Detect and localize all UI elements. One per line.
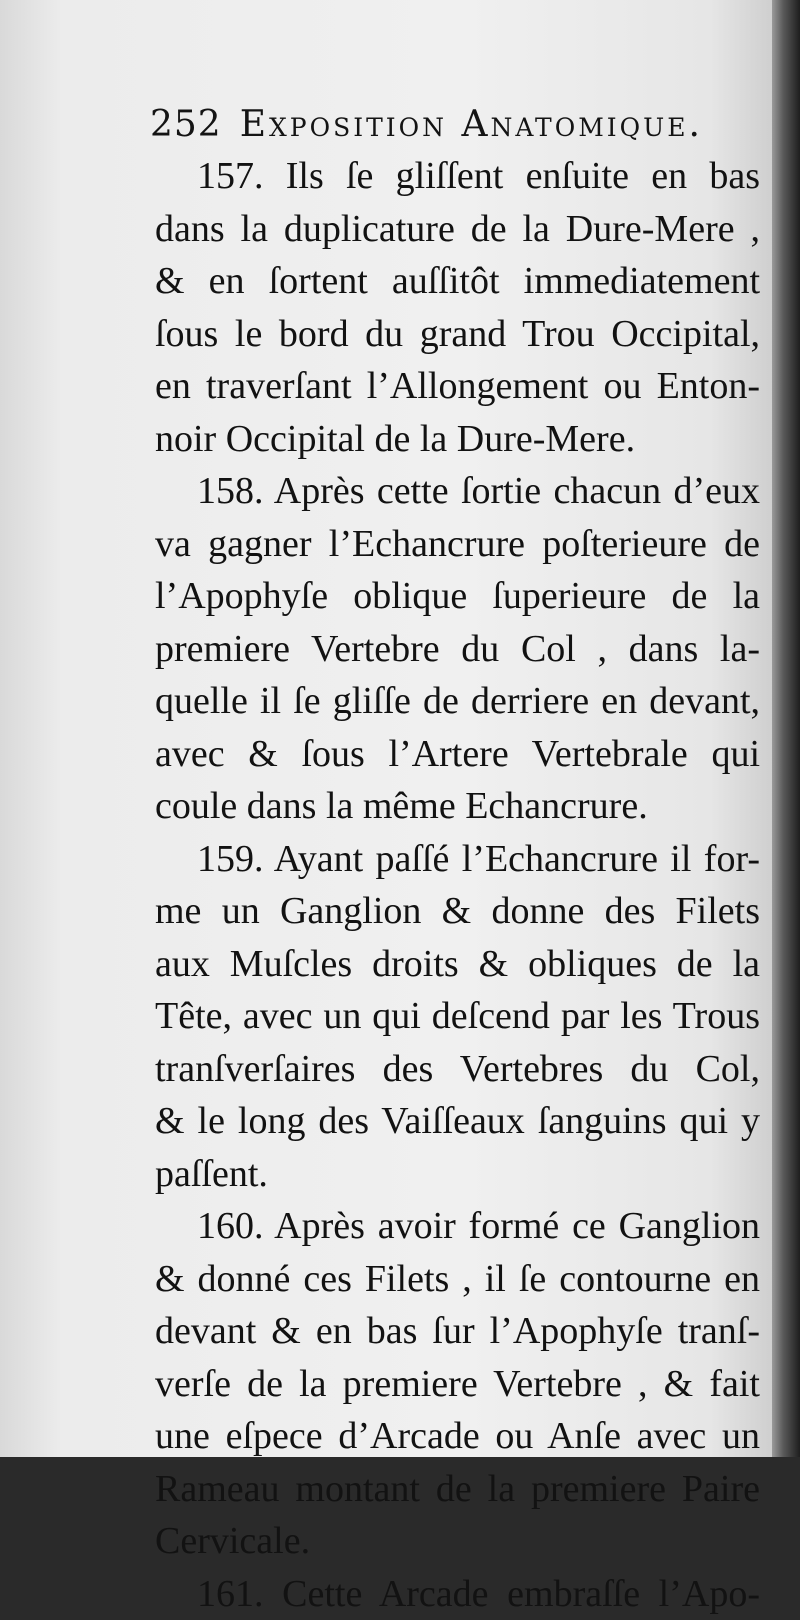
text-line: coule dans la même Echancrure. — [155, 780, 760, 833]
page-number: 252 — [150, 104, 222, 145]
text-line: paſſent. — [155, 1148, 760, 1201]
running-title: Exposition Anatomique. — [240, 104, 703, 145]
text-line: Tête, avec un qui deſcend par les Trous — [155, 990, 760, 1043]
text-line: avec & ſous l’Artere Vertebrale qui — [155, 728, 760, 781]
text-line: & le long des Vaiſſeaux ſanguins qui y — [155, 1095, 760, 1148]
text-line: en traverſant l’Allongement ou Enton- — [155, 360, 760, 413]
text-line: 158. Après cette ſortie chacun d’eux — [155, 465, 760, 518]
text-line: dans la duplicature de la Dure-Mere , — [155, 203, 760, 256]
text-line: Rameau montant de la premiere Paire — [155, 1463, 760, 1516]
page-edge-shadow — [772, 0, 800, 1457]
text-line: devant & en bas ſur l’Apophyſe tranſ- — [155, 1305, 760, 1358]
body-text — [155, 150, 760, 1620]
text-line: une eſpece d’Arcade ou Anſe avec un — [155, 1410, 760, 1463]
text-line: aux Muſcles droits & obliques de la — [155, 938, 760, 991]
text-line: ſous le bord du grand Trou Occipital, — [155, 308, 760, 361]
text-line: 160. Après avoir formé ce Ganglion — [155, 1200, 760, 1253]
text-line: noir Occipital de la Dure-Mere. — [155, 413, 760, 466]
text-line: & en ſortent auſſitôt immediatement — [155, 255, 760, 308]
text-line: 159. Ayant paſſé l’Echancrure il for- — [155, 833, 760, 886]
text-line: verſe de la premiere Vertebre , & fait — [155, 1358, 760, 1411]
text-line: va gagner l’Echancrure poſterieure de — [155, 518, 760, 571]
text-line: tranſverſaires des Vertebres du Col, — [155, 1043, 760, 1096]
text-line: me un Ganglion & donne des Filets — [155, 885, 760, 938]
running-header — [150, 100, 760, 150]
text-line: premiere Vertebre du Col , dans la- — [155, 623, 760, 676]
text-line: Cervicale. — [155, 1515, 760, 1568]
text-line: 157. Ils ſe gliſſent enſuite en bas — [155, 150, 760, 203]
text-line: l’Apophyſe oblique ſuperieure de la — [155, 570, 760, 623]
text-line: 161. Cette Arcade embraſſe l’Apo- — [155, 1568, 760, 1620]
text-line: quelle il ſe gliſſe de derriere en devant, — [155, 675, 760, 728]
text-line: & donné ces Filets , il ſe contourne en — [155, 1253, 760, 1306]
